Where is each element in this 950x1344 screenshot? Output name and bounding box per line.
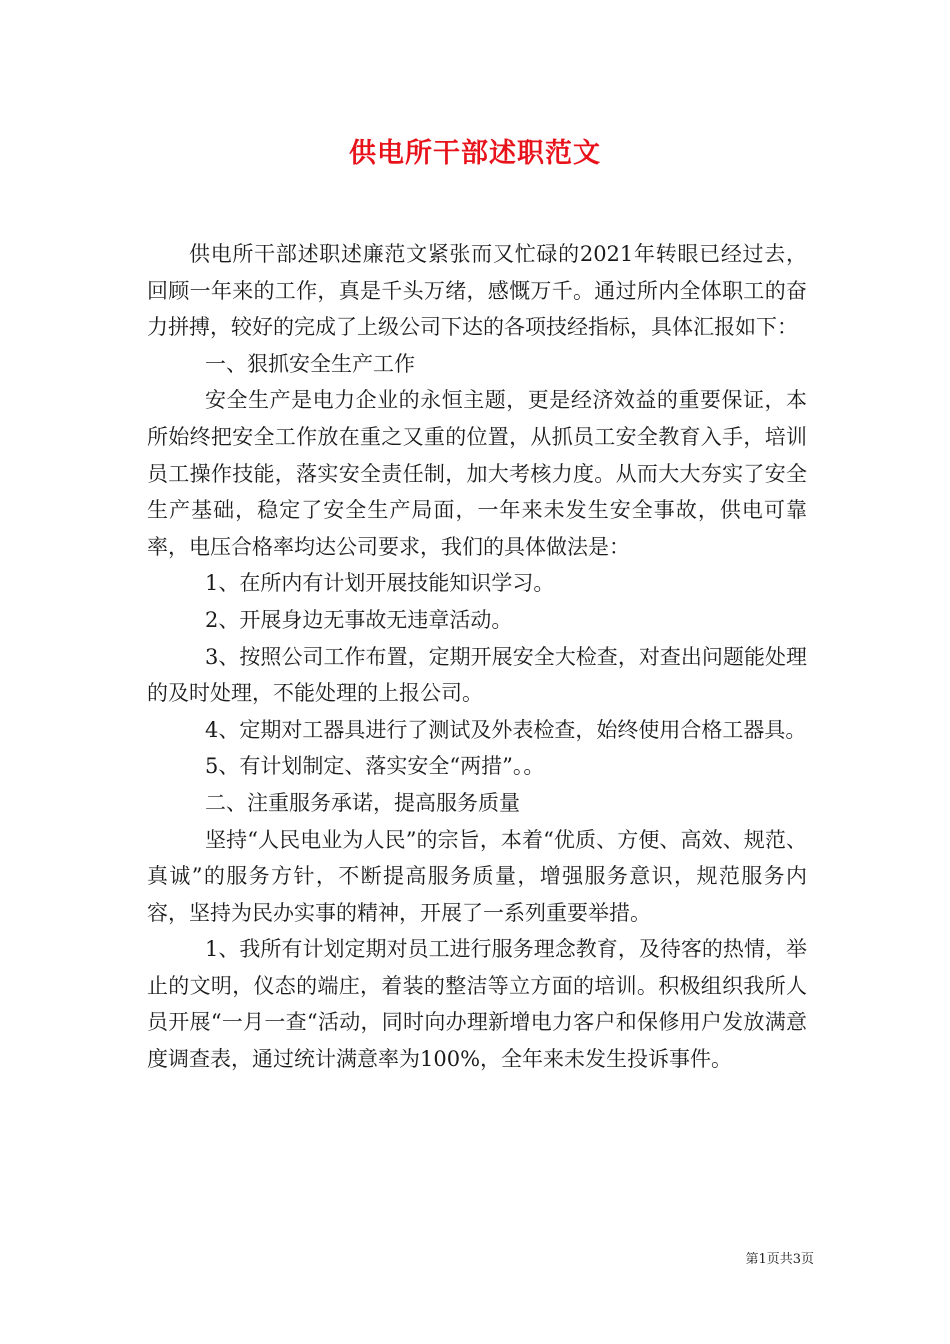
list-item: 4、定期对工器具进行了测试及外表检查，始终使用合格工器具。	[205, 717, 807, 742]
section-heading-service: 二、注重服务承诺，提高服务质量	[205, 790, 520, 815]
paragraph-intro: 供电所干部述职述廉范文紧张而又忙碌的2021年转眼已经过去，回顾一年来的工作，真是千头万绪，感慨万千。通过所内全体职工的奋力拼搏，较好的完成了上级公司下达的各项技经指标，具体汇报如下：	[147, 242, 807, 340]
list-item: 1、在所内有计划开展技能知识学习。	[205, 571, 555, 596]
list-item: 3、按照公司工作布置，定期开展安全大检查，对查出问题能处理的及时处理，不能处理的上报公司。	[147, 644, 807, 706]
list-item: 5、有计划制定、落实安全“两措”。。	[205, 754, 545, 779]
list-item: 1、我所有计划定期对员工进行服务理念教育，及待客的热情，举止的文明，仪态的端庄，着装的整洁等立方面的培训。积极组织我所人员开展“一月一查“活动，同时向办理新增电力客户和保修用户发放满意度调查表，通过统计满意率为100%，全年来未发生投诉事件。	[147, 937, 807, 1072]
document-body	[147, 236, 807, 1078]
list-item: 2、开展身边无事故无违章活动。	[205, 607, 513, 632]
document-title: 供电所干部述职范文	[349, 138, 601, 169]
page-number: 第1页共3页	[745, 1252, 814, 1267]
paragraph-service: 坚持“人民电业为人民”的宗旨，本着“优质、方便、高效、规范、真诚”的服务方针，不断提高服务质量，增强服务意识，规范服务内容，坚持为民办实事的精神，开展了一系列重要举措。	[147, 827, 807, 925]
section-heading-safety: 一、狠抓安全生产工作	[205, 351, 415, 376]
paragraph-safety: 安全生产是电力企业的永恒主题，更是经济效益的重要保证，本所始终把安全工作放在重之又重的位置，从抓员工安全教育入手，培训员工操作技能，落实安全责任制，加大考核力度。从而大大夯实了安全生产基础，稳定了安全生产局面，一年来未发生安全事故，供电可靠率，电压合格率均达公司要求，我们的具体做法是：	[147, 388, 807, 559]
